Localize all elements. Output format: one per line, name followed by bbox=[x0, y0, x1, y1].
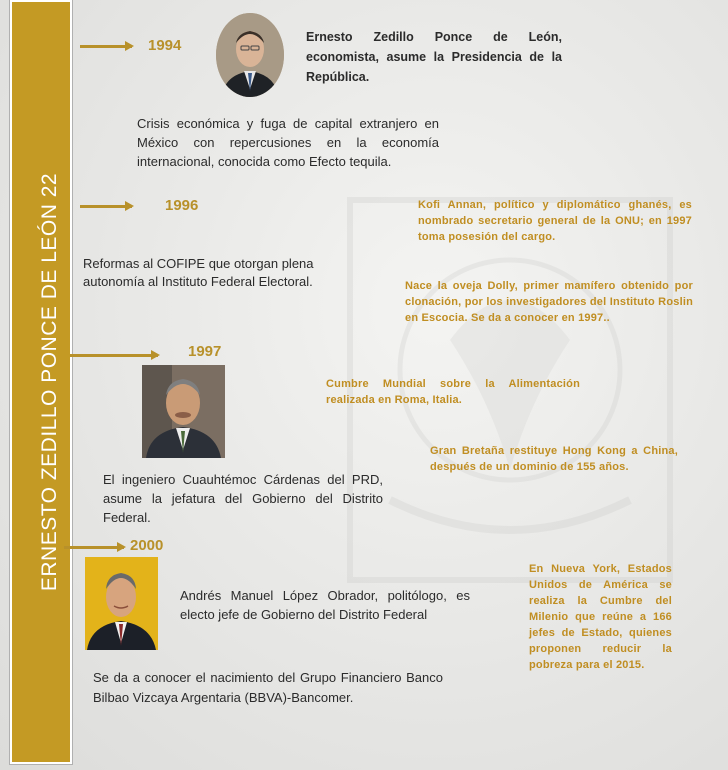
cardenas-text: El ingeniero Cuauhtémoc Cárdenas del PRD, asume la jefatura del Gobierno del Distrito Federal. bbox=[103, 472, 383, 525]
year-2000: 2000 bbox=[130, 537, 164, 554]
arrow-1994 bbox=[80, 45, 132, 48]
lopez-obrador-portrait bbox=[85, 557, 158, 650]
sidebar-title: ERNESTO ZEDILLO PONCE DE LEÓN 22 bbox=[38, 172, 61, 592]
year-1996: 1996 bbox=[165, 197, 199, 214]
zedillo-headline: Ernesto Zedillo Ponce de León, economista, asume la Presidencia de la República. bbox=[306, 30, 562, 84]
kofi-annan-text: Kofi Annan, político y diplomático ghanés, es nombrado secretario general de la ONU; en 1997 toma posesión del cargo. bbox=[418, 199, 692, 243]
arrow-1996 bbox=[80, 205, 132, 208]
hong-kong-text: Gran Bretaña restituye Hong Kong a China, después de un dominio de 155 años. bbox=[430, 445, 678, 473]
timeline-sidebar bbox=[10, 0, 72, 764]
cumbre-alimentacion-text: Cumbre Mundial sobre la Alimentación realizada en Roma, Italia. bbox=[326, 378, 580, 406]
efecto-tequila-text: Crisis económica y fuga de capital extranjero en México con repercusiones en la economía internacional, conocida como Efecto tequila. bbox=[137, 116, 439, 169]
amlo-text: Andrés Manuel López Obrador, politólogo, es electo jefe de Gobierno del Distrito Federal bbox=[180, 588, 470, 622]
bbva-text: Se da a conocer el nacimiento del Grupo Financiero Banco Bilbao Vizcaya Argentaria (BBVA)-Bancomer. bbox=[93, 670, 443, 705]
dolly-text: Nace la oveja Dolly, primer mamífero obtenido por clonación, por los investigadores del Instituto Roslin en Escocia. Se da a conocer en 1997.. bbox=[405, 280, 693, 324]
cardenas-portrait bbox=[142, 365, 225, 458]
cofipe-text: Reformas al COFIPE que otorgan plena autonomía al Instituto Federal Electoral. bbox=[83, 256, 314, 289]
year-1997: 1997 bbox=[188, 343, 222, 360]
arrow-1997 bbox=[70, 354, 158, 357]
zedillo-portrait bbox=[216, 13, 284, 97]
cumbre-milenio-text: En Nueva York, Estados Unidos de América se realiza la Cumbre del Milenio que reúne a 166 jefes de Estado, quienes proponen reducir la pobreza para el 2015. bbox=[529, 563, 672, 671]
arrow-2000 bbox=[64, 546, 124, 549]
year-1994: 1994 bbox=[148, 37, 182, 54]
